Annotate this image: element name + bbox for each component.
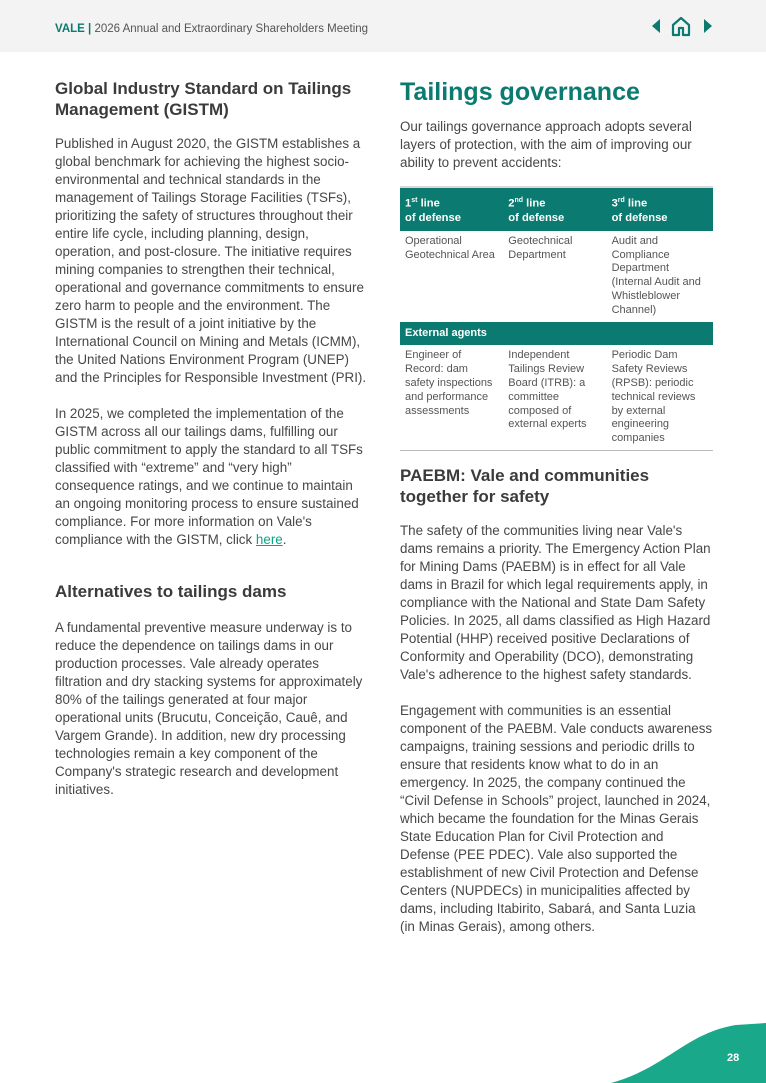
table-header-row	[400, 187, 713, 231]
paebm-heading: PAEBM: Vale and communities together for safety	[400, 465, 650, 506]
page-number: 28	[727, 1052, 740, 1064]
gistm-paragraph-2	[55, 405, 367, 549]
left-column	[55, 78, 367, 799]
section-label: External agents	[400, 322, 713, 346]
governance-intro: Our tailings governance approach adopts several layers of protection, with the aim of improving our ability to prevent accidents:	[400, 119, 692, 170]
gistm-text: In 2025, we completed the implementation of the GISTM across all our tailings dams, fulfilling our public commitment to apply the standard to all TSFs classified with “extreme” and “very high” consequence ratings, and we continue to maintain an ongoing monitoring process to ensure sustained compliance. For more information on Vale's compliance with the GISTM, click	[55, 406, 363, 547]
decorative-wave	[596, 1023, 766, 1083]
home-icon[interactable]	[670, 15, 692, 37]
period: .	[282, 532, 287, 547]
paebm-paragraph-2: Engagement with communities is an essential component of the PAEBM. Vale conducts awareness campaigns, training sessions and periodic drills to ensure that residents know what to do in an emergency. In 2025, the company continued the “Civil Defense in Schools” project, launched in 2024, which became the foundation for the Minas Gerais State Education Plan for Civil Protection and Defense (PEE PDEC). Vale also supported the establishment of new Civil Protection and Defense Centers (NUPDECs) in municipalities affected by dams, including Itabirito, Sabará, and Santa Luzia (in Minas Gerais), among others.	[400, 702, 713, 934]
table-cell: Independent Tailings Review Board (ITRB): a committee composed of external experts	[508, 349, 587, 431]
gistm-here-link[interactable]: here	[255, 532, 283, 547]
table-cell: Periodic Dam Safety Reviews (RPSB): periodic technical reviews by external engineering companies	[611, 349, 696, 445]
header-line-2: 2nd line of defense	[503, 187, 606, 231]
header-line-1: 1st line of defense	[400, 187, 503, 231]
prev-arrow-icon[interactable]	[650, 17, 662, 35]
table-row	[400, 345, 713, 450]
external-agents-row	[400, 322, 713, 346]
table-cell: Engineer of Record: dam safety inspections and performance assessments	[405, 349, 493, 417]
page-title: Tailings governance	[400, 78, 640, 106]
table-cell: Audit and Compliance Department (Internal Audit and Whistleblower Channel)	[611, 234, 701, 316]
page-header	[0, 0, 766, 52]
gistm-paragraph-1: Published in August 2020, the GISTM establishes a global benchmark for achieving the highest socio-environmental and technical standards in the management of Tailings Storage Facilities (TSFs), prioritizing the safety of structures throughout their entire life cycle, including planning, design, operation, and post-closure. The initiative requires mining companies to strengthen their technical, operational and governance commitments to ensure zero harm to people and the environment. The GISTM is the result of a joint initiative by the International Council on Mining and Metals (ICMM), the United Nations Environment Program (UNEP) and the Principles for Responsible Investment (PRI).	[55, 136, 367, 385]
right-column	[400, 78, 713, 936]
header-line-3: 3rd line of defense	[607, 187, 713, 231]
table-cell: Geotechnical Department	[508, 234, 573, 261]
paebm-paragraph-1: The safety of the communities living near Vale's dams remains a priority. The Emergency Action Plan for Mining Dams (PAEBM) is in effect for all Vale dams in Brazil for which legal requirements apply, in compliance with the National and State Dam Safety Policies. In 2025, all dams classified as High Hazard Potential (HHP) received positive Declarations of Conformity and Operability (DCO), demonstrating Vale's adherence to the highest safety standards.	[400, 522, 711, 682]
table-row	[400, 231, 713, 322]
governance-table	[400, 186, 713, 451]
alternatives-heading: Alternatives to tailings dams	[55, 582, 287, 601]
alternatives-paragraph: A fundamental preventive measure underway is to reduce the dependence on tailings dams in our production processes. Vale already operates filtration and dry stacking systems for approximately 80% of the tailings generated at four major operational units (Brucutu, Conceição, Cauê, and Vargem Grande). In addition, new dry processing technologies remain a key component of the Company's strategic research and development initiatives.	[55, 620, 363, 797]
gistm-heading: Global Industry Standard on Tailings Management (GISTM)	[55, 79, 352, 119]
table-cell: Operational Geotechnical Area	[405, 234, 495, 261]
document-title: 2026 Annual and Extraordinary Shareholders Meeting	[94, 23, 369, 35]
brand: VALE |	[55, 23, 92, 35]
header-title	[55, 23, 368, 35]
next-arrow-icon[interactable]	[702, 17, 714, 35]
